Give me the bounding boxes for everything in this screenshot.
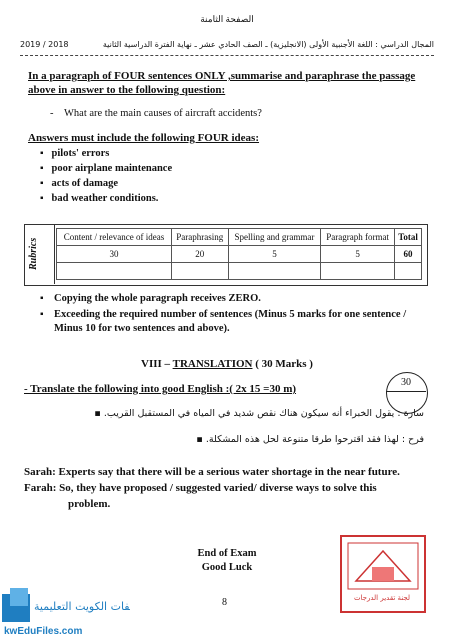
section-title	[0, 358, 454, 370]
end-line-1: End of Exam	[197, 548, 257, 559]
table-cell: 30	[57, 246, 172, 263]
stamp-label: لجنة تقدير الدرجات	[353, 594, 411, 602]
list-item: ▪ pilots' errors	[40, 148, 172, 163]
ideas-list	[40, 148, 172, 208]
table-row	[57, 246, 422, 263]
answer-line-1: Sarah: Experts say that there will be a serious water shortage in the near future.	[24, 466, 400, 478]
answer-line-3: problem.	[68, 498, 111, 510]
section-name: TRANSLATION	[172, 358, 253, 370]
table-cell: 20	[171, 246, 228, 263]
end-line-2: Good Luck	[201, 562, 253, 573]
arabic-sentence-2: فرح : لهذا فقد اقترحوا طرقا متنوعة لحل هذه المشكلة. ▪	[196, 434, 424, 445]
table-cell: 5	[228, 246, 321, 263]
list-item: ▪ Exceeding the required number of sentences (Minus 5 marks for one sentence / Minus 10 for two sentences and above).	[40, 308, 430, 336]
table-cell	[171, 263, 228, 280]
table-row	[57, 229, 422, 246]
table-cell: Paragraph format	[321, 229, 395, 246]
dashed-divider	[20, 55, 434, 56]
table-cell	[228, 263, 321, 280]
list-item: ▪ poor airplane maintenance	[40, 163, 172, 178]
translation-instruction: - Translate the following into good English :( 2x 15 =30 m)	[24, 383, 297, 395]
page-title: الصفحة الثامنة	[200, 14, 254, 24]
list-item: ▪ bad weather conditions.	[40, 193, 172, 208]
table-cell: Spelling and grammar	[228, 229, 321, 246]
table-cell: 5	[321, 246, 395, 263]
section-marks: ( 30 Marks )	[252, 358, 313, 370]
translation-answers	[24, 464, 434, 512]
summary-question: - What are the main causes of aircraft accidents?	[50, 108, 262, 119]
score-divider	[386, 391, 426, 392]
answers-title: Answers must include the following FOUR ideas:	[28, 132, 260, 144]
summary-instruction: In a paragraph of FOUR sentences ONLY ,summarise and paraphrase the passage above in answer to the following question:	[28, 70, 416, 96]
section-prefix: VIII –	[141, 358, 173, 370]
arabic-sentence-1: سارة : يقول الخبراء أنه سيكون هناك نقص شديد في المياه في المستقبل القريب. ▪	[94, 408, 424, 419]
rubric-table	[56, 228, 422, 280]
table-cell: Paraphrasing	[171, 229, 228, 246]
logo-arabic: ملفات الكويت التعليمية	[34, 600, 130, 613]
notes-list	[40, 292, 430, 338]
answer-line-2: Farah: So, they have proposed / suggested varied/ diverse ways to solve this	[24, 482, 377, 494]
table-cell	[395, 263, 422, 280]
subject-line: المجال الدراسي : اللغة الأجنبية الأولى (الانجليزية) ـ الصف الحادي عشر ـ نهاية الفترة الدراسية الثانية	[102, 40, 434, 49]
logo-url: kwEduFiles.com	[4, 626, 83, 637]
list-item: ▪ Copying the whole paragraph receives ZERO.	[40, 292, 430, 306]
table-cell	[57, 263, 172, 280]
score-value: 30	[401, 377, 411, 388]
table-cell: Content / relevance of ideas	[57, 229, 172, 246]
table-cell: 60	[395, 246, 422, 263]
question-text: What are the main causes of aircraft accidents?	[64, 108, 262, 119]
list-item: ▪ acts of damage	[40, 178, 172, 193]
site-logo	[0, 584, 130, 638]
rubric-label: Rubrics	[28, 237, 39, 271]
year-label: 2019 / 2018	[20, 40, 69, 49]
table-cell: Total	[395, 229, 422, 246]
page-number: 8	[222, 597, 227, 608]
table-cell	[321, 263, 395, 280]
table-row	[57, 263, 422, 280]
